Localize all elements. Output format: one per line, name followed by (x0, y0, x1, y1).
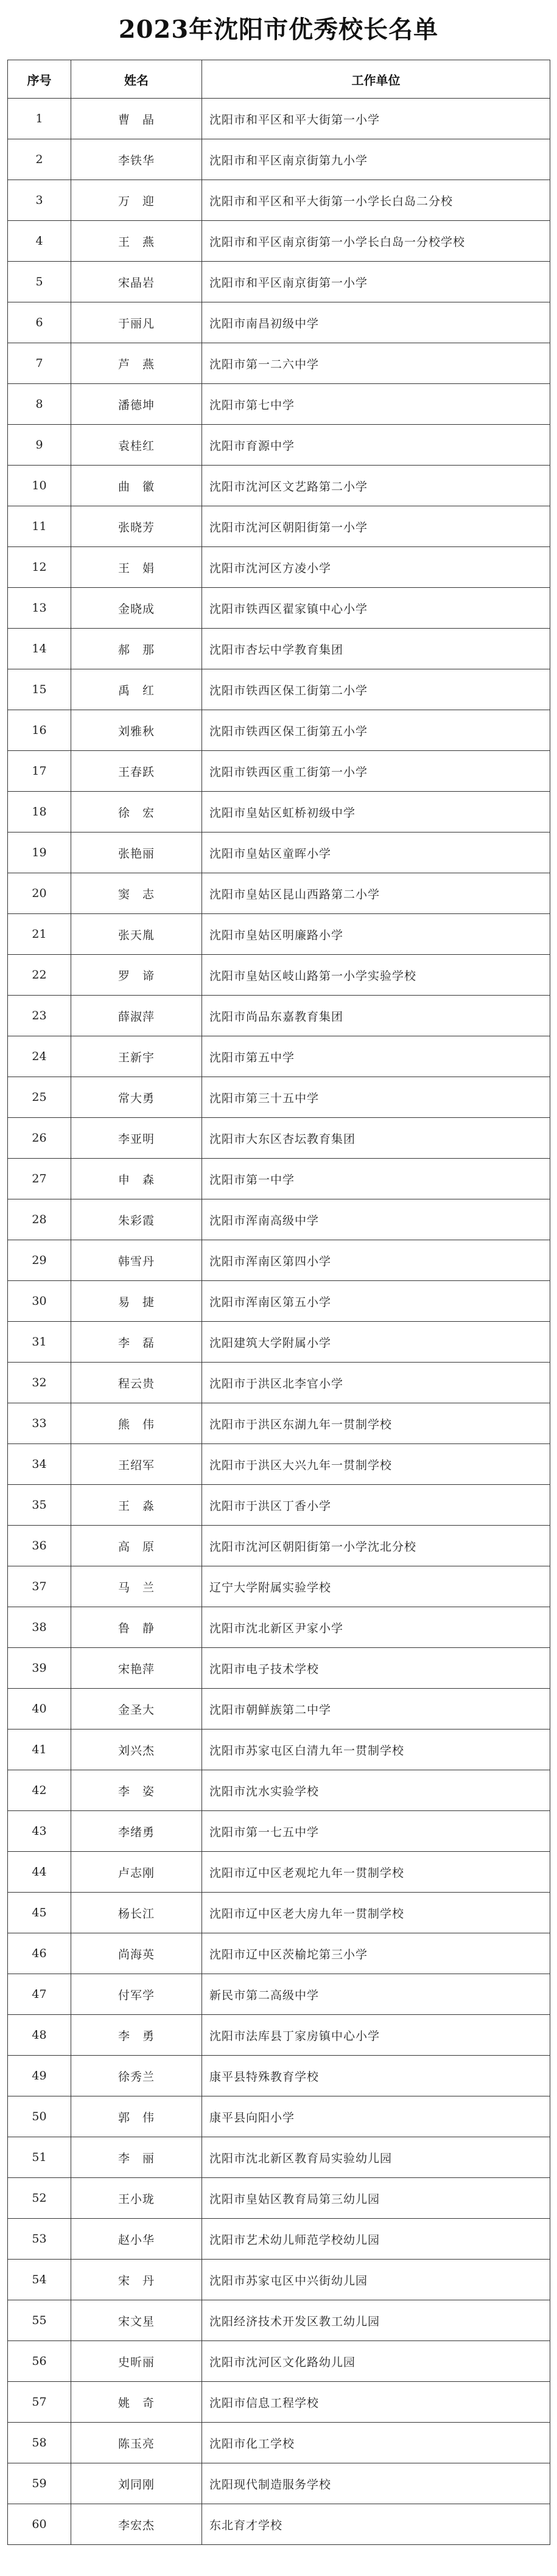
work-unit-cell: 沈阳市和平区和平大街第一小学长白岛二分校 (202, 180, 550, 221)
serial-number-cell: 43 (8, 1811, 71, 1852)
name-cell: 高 原 (71, 1526, 202, 1566)
table-row (8, 1526, 550, 1566)
name-cell: 李 磊 (71, 1322, 202, 1363)
work-unit-cell: 沈阳市和平区南京街第一小学 (202, 262, 550, 302)
work-unit-cell: 沈阳建筑大学附属小学 (202, 1322, 550, 1363)
work-unit-cell: 沈阳市和平区南京街第一小学长白岛一分校学校 (202, 221, 550, 262)
serial-number-cell: 47 (8, 1974, 71, 2015)
table-row (8, 792, 550, 832)
table-row (8, 139, 550, 180)
serial-number-cell: 30 (8, 1281, 71, 1322)
name-cell: 付军学 (71, 1974, 202, 2015)
work-unit-cell: 沈阳市第三十五中学 (202, 1077, 550, 1118)
name-cell: 李 勇 (71, 2015, 202, 2056)
table-row (8, 2423, 550, 2463)
table-row (8, 1648, 550, 1689)
table-row (8, 1077, 550, 1118)
name-cell: 卢志刚 (71, 1852, 202, 1893)
work-unit-cell: 沈阳市皇姑区童晖小学 (202, 832, 550, 873)
principal-list-table (7, 60, 550, 2545)
table-row (8, 2300, 550, 2341)
name-cell: 陈玉亮 (71, 2423, 202, 2463)
serial-number-cell: 1 (8, 99, 71, 139)
work-unit-cell: 沈阳市皇姑区教育局第三幼儿园 (202, 2178, 550, 2219)
serial-number-cell: 48 (8, 2015, 71, 2056)
work-unit-cell: 东北育才学校 (202, 2504, 550, 2545)
name-cell: 韩雪丹 (71, 1240, 202, 1281)
table-row (8, 221, 550, 262)
table-row (8, 1811, 550, 1852)
header-serial-number: 序号 (8, 60, 71, 99)
serial-number-cell: 41 (8, 1730, 71, 1770)
work-unit-cell: 沈阳市信息工程学校 (202, 2382, 550, 2423)
name-cell: 张天胤 (71, 914, 202, 955)
name-cell: 鲁 静 (71, 1607, 202, 1648)
table-row (8, 1893, 550, 1933)
work-unit-cell: 沈阳市第一中学 (202, 1159, 550, 1199)
table-row (8, 1485, 550, 1526)
work-unit-cell: 沈阳市辽中区茨榆坨第三小学 (202, 1933, 550, 1974)
work-unit-cell: 沈阳市辽中区老观坨九年一贯制学校 (202, 1852, 550, 1893)
name-cell: 李宏杰 (71, 2504, 202, 2545)
work-unit-cell: 沈阳市沈河区方凌小学 (202, 547, 550, 588)
table-row (8, 466, 550, 506)
table-row (8, 1159, 550, 1199)
work-unit-cell: 沈阳市苏家屯区白清九年一贯制学校 (202, 1730, 550, 1770)
serial-number-cell: 52 (8, 2178, 71, 2219)
name-cell: 窦 志 (71, 873, 202, 914)
name-cell: 金圣大 (71, 1689, 202, 1730)
serial-number-cell: 19 (8, 832, 71, 873)
name-cell: 刘雅秋 (71, 710, 202, 751)
table-body (8, 99, 550, 2545)
work-unit-cell: 康平县向阳小学 (202, 2096, 550, 2137)
table-row (8, 1933, 550, 1974)
name-cell: 郝 那 (71, 629, 202, 669)
table-row (8, 1566, 550, 1607)
work-unit-cell: 沈阳现代制造服务学校 (202, 2463, 550, 2504)
name-cell: 马 兰 (71, 1566, 202, 1607)
work-unit-cell: 沈阳市沈河区文艺路第二小学 (202, 466, 550, 506)
name-cell: 宋艳萍 (71, 1648, 202, 1689)
work-unit-cell: 沈阳市艺术幼儿师范学校幼儿园 (202, 2219, 550, 2260)
name-cell: 徐秀兰 (71, 2056, 202, 2096)
name-cell: 李 姿 (71, 1770, 202, 1811)
work-unit-cell: 沈阳市沈北新区尹家小学 (202, 1607, 550, 1648)
serial-number-cell: 46 (8, 1933, 71, 1974)
work-unit-cell: 沈阳市浑南高级中学 (202, 1199, 550, 1240)
name-cell: 金晓成 (71, 588, 202, 629)
table-row (8, 2341, 550, 2382)
name-cell: 袁桂红 (71, 425, 202, 466)
work-unit-cell: 沈阳市第一七五中学 (202, 1811, 550, 1852)
work-unit-cell: 沈阳市皇姑区岐山路第一小学实验学校 (202, 955, 550, 996)
name-cell: 于丽凡 (71, 302, 202, 343)
name-cell: 李 丽 (71, 2137, 202, 2178)
serial-number-cell: 51 (8, 2137, 71, 2178)
table-row (8, 1281, 550, 1322)
name-cell: 张晓芳 (71, 506, 202, 547)
work-unit-cell: 沈阳经济技术开发区教工幼儿园 (202, 2300, 550, 2341)
table-row (8, 1607, 550, 1648)
serial-number-cell: 59 (8, 2463, 71, 2504)
work-unit-cell: 沈阳市铁西区重工街第一小学 (202, 751, 550, 792)
serial-number-cell: 3 (8, 180, 71, 221)
work-unit-cell: 沈阳市尚品东嘉教育集团 (202, 996, 550, 1036)
name-cell: 王新宇 (71, 1036, 202, 1077)
serial-number-cell: 27 (8, 1159, 71, 1199)
table-row (8, 955, 550, 996)
table-row (8, 506, 550, 547)
work-unit-cell: 沈阳市大东区杏坛教育集团 (202, 1118, 550, 1159)
work-unit-cell: 沈阳市于洪区东湖九年一贯制学校 (202, 1403, 550, 1444)
serial-number-cell: 10 (8, 466, 71, 506)
table-row (8, 2504, 550, 2545)
serial-number-cell: 18 (8, 792, 71, 832)
work-unit-cell: 沈阳市皇姑区明廉路小学 (202, 914, 550, 955)
work-unit-cell: 沈阳市朝鲜族第二中学 (202, 1689, 550, 1730)
serial-number-cell: 23 (8, 996, 71, 1036)
name-cell: 万 迎 (71, 180, 202, 221)
table-row (8, 2463, 550, 2504)
work-unit-cell: 沈阳市南昌初级中学 (202, 302, 550, 343)
page-title: 2023年沈阳市优秀校长名单 (118, 15, 439, 44)
work-unit-cell: 新民市第二高级中学 (202, 1974, 550, 2015)
table-row (8, 99, 550, 139)
table-row (8, 2178, 550, 2219)
work-unit-cell: 沈阳市于洪区大兴九年一贯制学校 (202, 1444, 550, 1485)
serial-number-cell: 37 (8, 1566, 71, 1607)
table-row (8, 996, 550, 1036)
serial-number-cell: 57 (8, 2382, 71, 2423)
work-unit-cell: 沈阳市皇姑区昆山西路第二小学 (202, 873, 550, 914)
work-unit-cell: 沈阳市第一二六中学 (202, 343, 550, 384)
name-cell: 易 捷 (71, 1281, 202, 1322)
table-row (8, 1118, 550, 1159)
serial-number-cell: 16 (8, 710, 71, 751)
table-row (8, 547, 550, 588)
name-cell: 曲 徽 (71, 466, 202, 506)
work-unit-cell: 沈阳市育源中学 (202, 425, 550, 466)
table-row (8, 2260, 550, 2300)
table-row (8, 710, 550, 751)
table-row (8, 2056, 550, 2096)
serial-number-cell: 34 (8, 1444, 71, 1485)
serial-number-cell: 36 (8, 1526, 71, 1566)
serial-number-cell: 60 (8, 2504, 71, 2545)
table-row (8, 832, 550, 873)
work-unit-cell: 沈阳市杏坛中学教育集团 (202, 629, 550, 669)
serial-number-cell: 20 (8, 873, 71, 914)
serial-number-cell: 26 (8, 1118, 71, 1159)
serial-number-cell: 14 (8, 629, 71, 669)
name-cell: 申 森 (71, 1159, 202, 1199)
name-cell: 宋 丹 (71, 2260, 202, 2300)
table-row (8, 1974, 550, 2015)
header-work-unit: 工作单位 (202, 60, 550, 99)
table-row (8, 751, 550, 792)
table-row (8, 1403, 550, 1444)
serial-number-cell: 11 (8, 506, 71, 547)
name-cell: 王 燕 (71, 221, 202, 262)
name-cell: 曹 晶 (71, 99, 202, 139)
serial-number-cell: 40 (8, 1689, 71, 1730)
name-cell: 刘同刚 (71, 2463, 202, 2504)
name-cell: 常大勇 (71, 1077, 202, 1118)
name-cell: 程云贵 (71, 1363, 202, 1403)
work-unit-cell: 沈阳市沈北新区教育局实验幼儿园 (202, 2137, 550, 2178)
table-row (8, 1730, 550, 1770)
serial-number-cell: 22 (8, 955, 71, 996)
serial-number-cell: 24 (8, 1036, 71, 1077)
table-row (8, 1363, 550, 1403)
serial-number-cell: 9 (8, 425, 71, 466)
serial-number-cell: 21 (8, 914, 71, 955)
work-unit-cell: 沈阳市化工学校 (202, 2423, 550, 2463)
table-row (8, 629, 550, 669)
serial-number-cell: 53 (8, 2219, 71, 2260)
work-unit-cell: 沈阳市辽中区老大房九年一贯制学校 (202, 1893, 550, 1933)
table-header (8, 60, 550, 99)
table-row (8, 302, 550, 343)
name-cell: 赵小华 (71, 2219, 202, 2260)
table-row (8, 2382, 550, 2423)
serial-number-cell: 32 (8, 1363, 71, 1403)
table-row (8, 1689, 550, 1730)
serial-number-cell: 39 (8, 1648, 71, 1689)
serial-number-cell: 38 (8, 1607, 71, 1648)
name-cell: 罗 谛 (71, 955, 202, 996)
work-unit-cell: 康平县特殊教育学校 (202, 2056, 550, 2096)
serial-number-cell: 2 (8, 139, 71, 180)
serial-number-cell: 13 (8, 588, 71, 629)
work-unit-cell: 沈阳市皇姑区虹桥初级中学 (202, 792, 550, 832)
name-cell: 王绍军 (71, 1444, 202, 1485)
work-unit-cell: 沈阳市和平区南京街第九小学 (202, 139, 550, 180)
name-cell: 史昕丽 (71, 2341, 202, 2382)
serial-number-cell: 33 (8, 1403, 71, 1444)
serial-number-cell: 50 (8, 2096, 71, 2137)
work-unit-cell: 沈阳市和平区和平大街第一小学 (202, 99, 550, 139)
table-row (8, 262, 550, 302)
name-cell: 宋晶岩 (71, 262, 202, 302)
name-cell: 王 淼 (71, 1485, 202, 1526)
table-row (8, 425, 550, 466)
table-row (8, 1444, 550, 1485)
serial-number-cell: 7 (8, 343, 71, 384)
work-unit-cell: 辽宁大学附属实验学校 (202, 1566, 550, 1607)
name-cell: 王春跃 (71, 751, 202, 792)
serial-number-cell: 4 (8, 221, 71, 262)
work-unit-cell: 沈阳市苏家屯区中兴街幼儿园 (202, 2260, 550, 2300)
serial-number-cell: 29 (8, 1240, 71, 1281)
name-cell: 李铁华 (71, 139, 202, 180)
table-row (8, 384, 550, 425)
name-cell: 潘德坤 (71, 384, 202, 425)
table-row (8, 914, 550, 955)
name-cell: 李亚明 (71, 1118, 202, 1159)
serial-number-cell: 8 (8, 384, 71, 425)
work-unit-cell: 沈阳市铁西区保工街第五小学 (202, 710, 550, 751)
serial-number-cell: 56 (8, 2341, 71, 2382)
serial-number-cell: 55 (8, 2300, 71, 2341)
name-cell: 郭 伟 (71, 2096, 202, 2137)
serial-number-cell: 31 (8, 1322, 71, 1363)
serial-number-cell: 28 (8, 1199, 71, 1240)
table-row (8, 1240, 550, 1281)
header-row (8, 60, 550, 99)
work-unit-cell: 沈阳市浑南区第四小学 (202, 1240, 550, 1281)
work-unit-cell: 沈阳市于洪区丁香小学 (202, 1485, 550, 1526)
name-cell: 王小珑 (71, 2178, 202, 2219)
work-unit-cell: 沈阳市沈水实验学校 (202, 1770, 550, 1811)
name-cell: 宋文星 (71, 2300, 202, 2341)
serial-number-cell: 42 (8, 1770, 71, 1811)
table-row (8, 343, 550, 384)
table-row (8, 1036, 550, 1077)
name-cell: 尚海英 (71, 1933, 202, 1974)
work-unit-cell: 沈阳市沈河区朝阳街第一小学 (202, 506, 550, 547)
serial-number-cell: 49 (8, 2056, 71, 2096)
table-row (8, 1770, 550, 1811)
table-row (8, 1852, 550, 1893)
table-row (8, 2219, 550, 2260)
work-unit-cell: 沈阳市电子技术学校 (202, 1648, 550, 1689)
name-cell: 李绪勇 (71, 1811, 202, 1852)
table-row (8, 2137, 550, 2178)
work-unit-cell: 沈阳市铁西区保工街第二小学 (202, 669, 550, 710)
table-row (8, 2096, 550, 2137)
name-cell: 徐 宏 (71, 792, 202, 832)
work-unit-cell: 沈阳市铁西区翟家镇中心小学 (202, 588, 550, 629)
serial-number-cell: 6 (8, 302, 71, 343)
table-row (8, 180, 550, 221)
work-unit-cell: 沈阳市沈河区文化路幼儿园 (202, 2341, 550, 2382)
table-row (8, 669, 550, 710)
table-row (8, 2015, 550, 2056)
table-row (8, 873, 550, 914)
name-cell: 王 娟 (71, 547, 202, 588)
serial-number-cell: 15 (8, 669, 71, 710)
serial-number-cell: 12 (8, 547, 71, 588)
serial-number-cell: 45 (8, 1893, 71, 1933)
name-cell: 薛淑萍 (71, 996, 202, 1036)
name-cell: 熊 伟 (71, 1403, 202, 1444)
serial-number-cell: 58 (8, 2423, 71, 2463)
work-unit-cell: 沈阳市浑南区第五小学 (202, 1281, 550, 1322)
name-cell: 禹 红 (71, 669, 202, 710)
name-cell: 张艳丽 (71, 832, 202, 873)
work-unit-cell: 沈阳市法库县丁家房镇中心小学 (202, 2015, 550, 2056)
serial-number-cell: 44 (8, 1852, 71, 1893)
table-row (8, 588, 550, 629)
name-cell: 刘兴杰 (71, 1730, 202, 1770)
name-cell: 杨长江 (71, 1893, 202, 1933)
serial-number-cell: 5 (8, 262, 71, 302)
serial-number-cell: 35 (8, 1485, 71, 1526)
work-unit-cell: 沈阳市于洪区北李官小学 (202, 1363, 550, 1403)
table-row (8, 1199, 550, 1240)
name-cell: 姚 奇 (71, 2382, 202, 2423)
work-unit-cell: 沈阳市第七中学 (202, 384, 550, 425)
work-unit-cell: 沈阳市沈河区朝阳街第一小学沈北分校 (202, 1526, 550, 1566)
serial-number-cell: 17 (8, 751, 71, 792)
serial-number-cell: 25 (8, 1077, 71, 1118)
work-unit-cell: 沈阳市第五中学 (202, 1036, 550, 1077)
table-row (8, 1322, 550, 1363)
header-name: 姓名 (71, 60, 202, 99)
name-cell: 朱彩霞 (71, 1199, 202, 1240)
serial-number-cell: 54 (8, 2260, 71, 2300)
name-cell: 芦 燕 (71, 343, 202, 384)
